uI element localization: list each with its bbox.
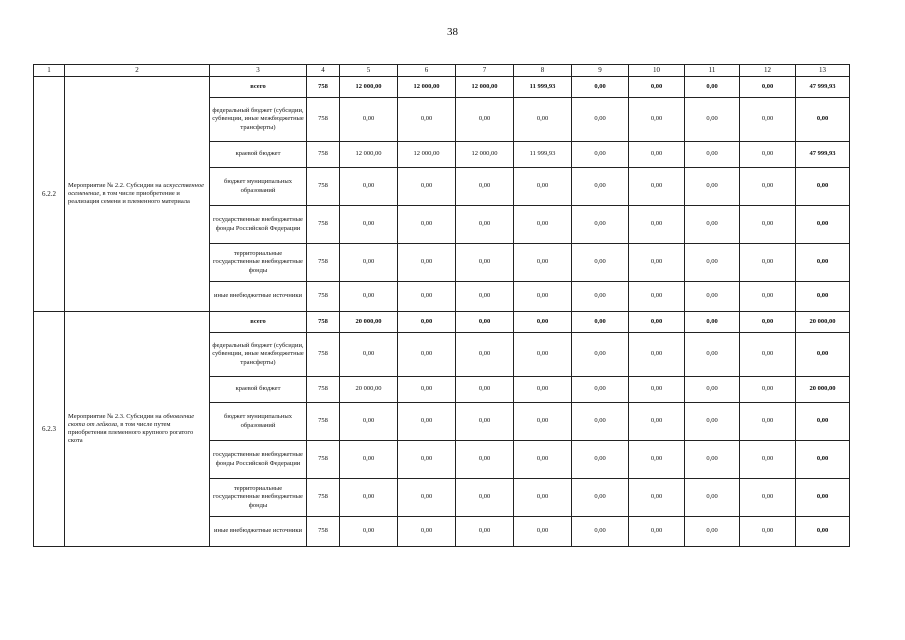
budget-table	[33, 64, 850, 547]
total-cell: 0,00	[796, 282, 850, 312]
value-cell: 0,00	[740, 441, 796, 479]
value-cell: 0,00	[514, 403, 572, 441]
column-number-cell: 9	[572, 65, 629, 77]
value-cell: 0,00	[398, 403, 456, 441]
total-cell: 0,00	[796, 206, 850, 244]
value-cell: 0,00	[685, 142, 740, 168]
value-cell: 0,00	[740, 168, 796, 206]
value-cell: 0,00	[572, 377, 629, 403]
value-cell: 0,00	[340, 517, 398, 547]
value-cell: 0,00	[456, 168, 514, 206]
total-cell: 20 000,00	[796, 312, 850, 333]
value-cell: 0,00	[456, 282, 514, 312]
value-cell: 0,00	[685, 206, 740, 244]
code-cell: 758	[307, 282, 340, 312]
code-cell: 758	[307, 377, 340, 403]
table-row	[34, 312, 850, 333]
value-cell: 0,00	[340, 282, 398, 312]
funding-source: государственные внебюджетные фонды Российской Федерации	[210, 441, 307, 479]
total-cell: 0,00	[796, 441, 850, 479]
value-cell: 0,00	[398, 98, 456, 142]
value-cell: 12 000,00	[398, 77, 456, 98]
value-cell: 0,00	[514, 98, 572, 142]
value-cell: 0,00	[340, 244, 398, 282]
code-cell: 758	[307, 206, 340, 244]
value-cell: 0,00	[629, 479, 685, 517]
column-number-cell: 2	[65, 65, 210, 77]
code-cell: 758	[307, 479, 340, 517]
column-number-cell: 10	[629, 65, 685, 77]
value-cell: 20 000,00	[340, 312, 398, 333]
value-cell: 0,00	[340, 333, 398, 377]
value-cell: 0,00	[398, 441, 456, 479]
value-cell: 0,00	[740, 479, 796, 517]
event-italic: обновление скота от лейкоза	[68, 412, 195, 428]
table-row	[34, 77, 850, 98]
value-cell: 0,00	[685, 333, 740, 377]
value-cell: 0,00	[685, 479, 740, 517]
page-number: 38	[447, 26, 458, 38]
value-cell: 0,00	[340, 206, 398, 244]
column-number-cell: 12	[740, 65, 796, 77]
value-cell: 0,00	[456, 479, 514, 517]
value-cell: 0,00	[514, 168, 572, 206]
value-cell: 0,00	[572, 98, 629, 142]
column-number-cell: 3	[210, 65, 307, 77]
code-cell: 758	[307, 98, 340, 142]
value-cell: 0,00	[740, 142, 796, 168]
value-cell: 0,00	[629, 77, 685, 98]
value-cell: 0,00	[572, 244, 629, 282]
value-cell: 0,00	[514, 206, 572, 244]
value-cell: 0,00	[572, 77, 629, 98]
value-cell: 0,00	[740, 77, 796, 98]
value-cell: 12 000,00	[340, 142, 398, 168]
value-cell: 0,00	[740, 403, 796, 441]
value-cell: 0,00	[629, 441, 685, 479]
value-cell: 0,00	[398, 168, 456, 206]
value-cell: 0,00	[740, 244, 796, 282]
value-cell: 0,00	[740, 312, 796, 333]
event-italic: искусственное осеменение,	[68, 181, 205, 197]
value-cell: 0,00	[456, 333, 514, 377]
value-cell: 0,00	[740, 377, 796, 403]
value-cell: 20 000,00	[340, 377, 398, 403]
column-number-cell: 6	[398, 65, 456, 77]
value-cell: 0,00	[572, 517, 629, 547]
value-cell: 0,00	[514, 479, 572, 517]
value-cell: 0,00	[740, 206, 796, 244]
value-cell: 0,00	[514, 282, 572, 312]
event-suffix: в том числе приобретение и реализация семени и племенного материала	[68, 189, 190, 206]
funding-source: краевой бюджет	[210, 142, 307, 168]
value-cell: 0,00	[340, 98, 398, 142]
value-cell: 0,00	[456, 517, 514, 547]
value-cell: 0,00	[685, 77, 740, 98]
value-cell: 0,00	[456, 312, 514, 333]
value-cell: 0,00	[456, 403, 514, 441]
value-cell: 0,00	[340, 403, 398, 441]
value-cell: 0,00	[685, 377, 740, 403]
funding-source: бюджет муниципальных образований	[210, 168, 307, 206]
value-cell: 0,00	[456, 244, 514, 282]
value-cell: 0,00	[629, 403, 685, 441]
value-cell: 0,00	[685, 282, 740, 312]
funding-source: федеральный бюджет (субсидии, субвенции, иные межбюджетные трансферты)	[210, 98, 307, 142]
value-cell: 0,00	[572, 479, 629, 517]
value-cell: 0,00	[629, 282, 685, 312]
value-cell: 12 000,00	[456, 142, 514, 168]
table-body	[34, 65, 850, 547]
column-number-cell: 11	[685, 65, 740, 77]
column-number-row	[34, 65, 850, 77]
column-number-cell: 7	[456, 65, 514, 77]
value-cell: 0,00	[685, 312, 740, 333]
value-cell: 0,00	[456, 206, 514, 244]
value-cell: 0,00	[629, 244, 685, 282]
value-cell: 0,00	[572, 168, 629, 206]
code-cell: 758	[307, 168, 340, 206]
code-cell: 758	[307, 312, 340, 333]
event-description	[65, 312, 210, 547]
value-cell: 0,00	[572, 403, 629, 441]
value-cell: 0,00	[740, 98, 796, 142]
value-cell: 0,00	[398, 333, 456, 377]
code-cell: 758	[307, 77, 340, 98]
total-cell: 47 999,93	[796, 77, 850, 98]
value-cell: 0,00	[740, 282, 796, 312]
value-cell: 0,00	[514, 441, 572, 479]
value-cell: 0,00	[740, 517, 796, 547]
value-cell: 0,00	[685, 403, 740, 441]
value-cell: 0,00	[456, 441, 514, 479]
column-number-cell: 8	[514, 65, 572, 77]
value-cell: 0,00	[629, 312, 685, 333]
value-cell: 0,00	[514, 377, 572, 403]
value-cell: 0,00	[685, 244, 740, 282]
code-cell: 758	[307, 441, 340, 479]
funding-source: государственные внебюджетные фонды Российской Федерации	[210, 206, 307, 244]
value-cell: 0,00	[398, 517, 456, 547]
event-description	[65, 77, 210, 312]
value-cell: 0,00	[629, 168, 685, 206]
event-prefix: Мероприятие № 2.3. Субсидии на	[68, 412, 162, 420]
code-cell: 758	[307, 142, 340, 168]
value-cell: 12 000,00	[456, 77, 514, 98]
funding-source: территориальные государственные внебюджетные фонды	[210, 244, 307, 282]
value-cell: 0,00	[340, 441, 398, 479]
value-cell: 0,00	[685, 168, 740, 206]
total-cell: 0,00	[796, 333, 850, 377]
total-cell: 0,00	[796, 244, 850, 282]
code-cell: 758	[307, 517, 340, 547]
value-cell: 12 000,00	[340, 77, 398, 98]
value-cell: 0,00	[572, 441, 629, 479]
value-cell: 0,00	[398, 206, 456, 244]
value-cell: 0,00	[456, 98, 514, 142]
event-suffix: , в том числе путем приобретения племенного крупного рогатого скота	[68, 420, 194, 445]
value-cell: 0,00	[740, 333, 796, 377]
value-cell: 11 999,93	[514, 77, 572, 98]
funding-source: территориальные государственные внебюджетные фонды	[210, 479, 307, 517]
total-cell: 0,00	[796, 98, 850, 142]
column-number-cell: 1	[34, 65, 65, 77]
value-cell: 0,00	[398, 312, 456, 333]
column-number-cell: 5	[340, 65, 398, 77]
value-cell: 0,00	[629, 377, 685, 403]
value-cell: 0,00	[514, 244, 572, 282]
column-number-cell: 4	[307, 65, 340, 77]
value-cell: 12 000,00	[398, 142, 456, 168]
value-cell: 0,00	[572, 282, 629, 312]
section-code: 6.2.2	[34, 77, 65, 312]
total-cell: 0,00	[796, 403, 850, 441]
funding-source: бюджет муниципальных образований	[210, 403, 307, 441]
total-cell: 0,00	[796, 517, 850, 547]
value-cell: 0,00	[572, 333, 629, 377]
code-cell: 758	[307, 244, 340, 282]
total-cell: 0,00	[796, 168, 850, 206]
total-cell: 0,00	[796, 479, 850, 517]
value-cell: 0,00	[572, 312, 629, 333]
value-cell: 0,00	[514, 333, 572, 377]
value-cell: 0,00	[629, 333, 685, 377]
funding-source: иные внебюджетные источники	[210, 282, 307, 312]
code-cell: 758	[307, 403, 340, 441]
value-cell: 0,00	[685, 441, 740, 479]
value-cell: 0,00	[398, 479, 456, 517]
value-cell: 0,00	[514, 312, 572, 333]
total-cell: 20 000,00	[796, 377, 850, 403]
value-cell: 11 999,93	[514, 142, 572, 168]
funding-source: федеральный бюджет (субсидии, субвенции, иные межбюджетные трансферты)	[210, 333, 307, 377]
value-cell: 0,00	[572, 206, 629, 244]
value-cell: 0,00	[572, 142, 629, 168]
value-cell: 0,00	[685, 517, 740, 547]
value-cell: 0,00	[629, 517, 685, 547]
value-cell: 0,00	[629, 206, 685, 244]
funding-source: иные внебюджетные источники	[210, 517, 307, 547]
value-cell: 0,00	[629, 98, 685, 142]
value-cell: 0,00	[340, 168, 398, 206]
event-prefix: Мероприятие № 2.2. Субсидии на	[68, 181, 162, 189]
value-cell: 0,00	[685, 98, 740, 142]
value-cell: 0,00	[514, 517, 572, 547]
value-cell: 0,00	[398, 377, 456, 403]
value-cell: 0,00	[629, 142, 685, 168]
funding-source: краевой бюджет	[210, 377, 307, 403]
funding-source: всего	[210, 312, 307, 333]
value-cell: 0,00	[340, 479, 398, 517]
funding-source: всего	[210, 77, 307, 98]
value-cell: 0,00	[398, 244, 456, 282]
code-cell: 758	[307, 333, 340, 377]
section-code: 6.2.3	[34, 312, 65, 547]
column-number-cell: 13	[796, 65, 850, 77]
value-cell: 0,00	[398, 282, 456, 312]
total-cell: 47 999,93	[796, 142, 850, 168]
value-cell: 0,00	[456, 377, 514, 403]
